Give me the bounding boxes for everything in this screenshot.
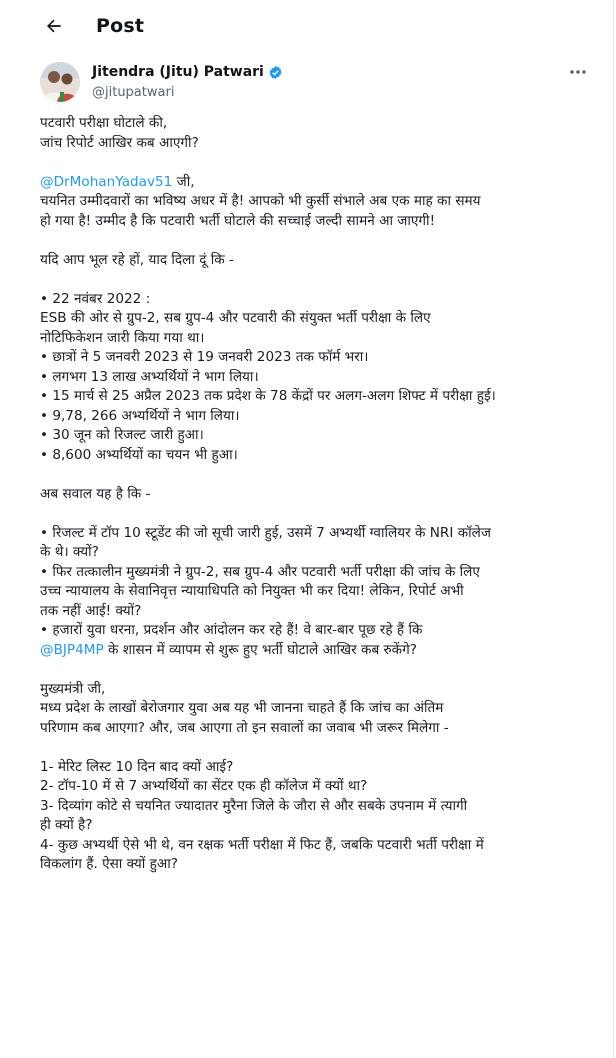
post-line	[40, 836, 588, 856]
post-line	[40, 797, 588, 817]
post-text-segment: • 22 नवंबर 2022 :	[40, 290, 151, 307]
post-text-segment: उच्च न्यायालय के सेवानिवृत्त न्यायाधिपति को नियुक्त भी कर दिया! लेकिन, रिपोर्ट अभी	[40, 583, 464, 599]
post-text-segment: मुख्यमंत्री जी,	[40, 680, 106, 697]
post-line	[40, 563, 588, 583]
post-text-segment: • 9,78, 266 अभ्यर्थियों ने भाग लिया।	[40, 407, 240, 424]
page-title: Post	[96, 15, 145, 37]
post-text-segment: हो गया है! उम्मीद है कि पटवारी भर्ती घोटाले की सच्चाई जल्दी सामने आ जाएगी!	[40, 212, 436, 229]
post-text-segment: ही क्यों है?	[40, 817, 93, 833]
post-text-segment: नोटिफिकेशन जारी किया गया था।	[40, 329, 205, 346]
post-line	[40, 387, 588, 407]
post-text-segment: जी,	[172, 173, 195, 190]
post-line	[40, 543, 588, 563]
more-dots-icon	[569, 69, 587, 75]
post-text-segment: परिणाम कब आएगा? और, जब आएगा तो इन सवालों का जवाब भी जरूर मिलेगा -	[40, 719, 449, 736]
post-line	[40, 621, 588, 641]
blank-line	[40, 465, 588, 485]
post-line	[40, 426, 588, 446]
post-line	[40, 855, 588, 875]
page-header	[0, 0, 612, 52]
post-line	[40, 582, 588, 602]
post-text-segment: पटवारी परीक्षा घोटाले की,	[40, 115, 168, 131]
arrow-left-icon	[44, 16, 64, 36]
blank-line	[40, 231, 588, 251]
author-handle[interactable]: @jitupatwari	[92, 85, 175, 100]
blank-line	[40, 738, 588, 758]
post-text-segment: मध्य प्रदेश के लाखों बेरोजगार युवा अब यह भी जानना चाहते हैं कि जांच का अंतिम	[40, 700, 444, 716]
post-text-segment: 3- दिव्यांग कोटे से चयनित ज्यादातर मुरैना जिले के जौरा से और सबके उपनाम में त्यागी	[40, 797, 468, 814]
post-line	[40, 290, 588, 310]
post-line	[40, 114, 588, 134]
post-line	[40, 699, 588, 719]
cut-off-mention	[40, 1046, 320, 1058]
post-line	[40, 602, 588, 622]
post-text-segment: अब सवाल यह है कि -	[40, 485, 151, 502]
timeline-border	[613, 0, 614, 1058]
post-line	[40, 251, 588, 271]
mention-link[interactable]: @BJP4MP	[40, 641, 104, 658]
post-text-segment: के शासन में व्यापम से शुरू हुए भर्ती घोटाले आखिर कब रुकेंगे?	[103, 641, 417, 658]
post-text-segment: • 15 मार्च से 25 अप्रैल 2023 तक प्रदेश के 78 केंद्रों पर अलग-अलग शिफ्ट में परीक्षा हुई।	[40, 388, 496, 404]
post-text-segment: चयनित उम्मीदवारों का भविष्य अधर में है! आपको भी कुर्सी संभाले अब एक माह का समय	[40, 193, 481, 209]
blank-line	[40, 270, 588, 290]
verified-badge-icon	[268, 65, 283, 80]
post-text-segment: • हजारों युवा धरना, प्रदर्शन और आंदोलन कर रहे हैं! वे बार-बार पूछ रहे हैं कि	[40, 622, 423, 638]
post-line	[40, 348, 588, 368]
post-line	[40, 192, 588, 212]
post-text-segment: • लगभग 13 लाख अभ्यर्थियों ने भाग लिया।	[40, 368, 259, 385]
post-text-segment: • फिर तत्कालीन मुख्यमंत्री ने ग्रुप-2, सब ग्रुप-4 और पटवारी भर्ती परीक्षा की जांच के लिए	[40, 563, 480, 580]
post-line	[40, 368, 588, 388]
post-line	[40, 719, 588, 739]
post-text-segment: तक नहीं आई! क्यों?	[40, 602, 142, 619]
post-line	[40, 212, 588, 232]
post-line	[40, 407, 588, 427]
post-text-segment: ESB की ओर से ग्रुप-2, सब ग्रुप-4 और पटवारी की संयुक्त भर्ती परीक्षा के लिए	[40, 310, 431, 326]
blank-line	[40, 660, 588, 680]
post-line	[40, 309, 588, 329]
post-text-segment: 1- मेरिट लिस्ट 10 दिन बाद क्यों आई?	[40, 758, 234, 775]
post-text-segment: यदि आप भूल रहे हों, याद दिला दूं कि -	[40, 251, 234, 268]
post-text-segment: जांच रिपोर्ट आखिर कब आएगी?	[40, 134, 199, 151]
post-line	[40, 816, 588, 836]
post-line	[40, 777, 588, 797]
post-text-segment: विकलांग हैं. ऐसा क्यों हुआ?	[40, 856, 178, 872]
more-button[interactable]	[566, 64, 590, 80]
post-text-segment: 2- टॉप-10 में से 7 अभ्यर्थियों का सेंटर एक ही कॉलेज में क्यों था?	[40, 778, 368, 794]
post-text-segment: • रिजल्ट में टॉप 10 स्टूडेंट की जो सूची जारी हुई, उसमें 7 अभ्यर्थी ग्वालियर के NRI कॉलेज	[40, 524, 491, 541]
post-line	[40, 680, 588, 700]
blank-line	[40, 153, 588, 173]
post-line	[40, 758, 588, 778]
back-button[interactable]	[40, 12, 68, 40]
post-text-segment: 4- कुछ अभ्यर्थी ऐसे भी थे, वन रक्षक भर्ती परीक्षा में फिट हैं, जबकि पटवारी भर्ती परीक्षा में	[40, 836, 484, 853]
post-line	[40, 524, 588, 544]
post-line	[40, 485, 588, 505]
author-name-text: Jitendra (Jitu) Patwari	[92, 64, 264, 80]
mention-link[interactable]: @DrMohanYadav51	[40, 173, 173, 190]
post-line	[40, 134, 588, 154]
post-text-segment: • छात्रों ने 5 जनवरी 2023 से 19 जनवरी 2023 तक फॉर्म भरा।	[40, 349, 369, 365]
post-line	[40, 173, 588, 193]
author-name[interactable]	[92, 64, 283, 80]
post-text	[40, 114, 588, 875]
blank-line	[40, 504, 588, 524]
post-line	[40, 641, 588, 661]
post-text-segment: • 30 जून को रिजल्ट जारी हुआ।	[40, 427, 204, 443]
post-text-segment: • 8,600 अभ्यर्थियों का चयन भी हुआ।	[40, 446, 238, 463]
post-line	[40, 329, 588, 349]
avatar[interactable]	[40, 62, 80, 102]
post-line	[40, 446, 588, 466]
post-text-segment: के थे। क्यों?	[40, 544, 99, 560]
